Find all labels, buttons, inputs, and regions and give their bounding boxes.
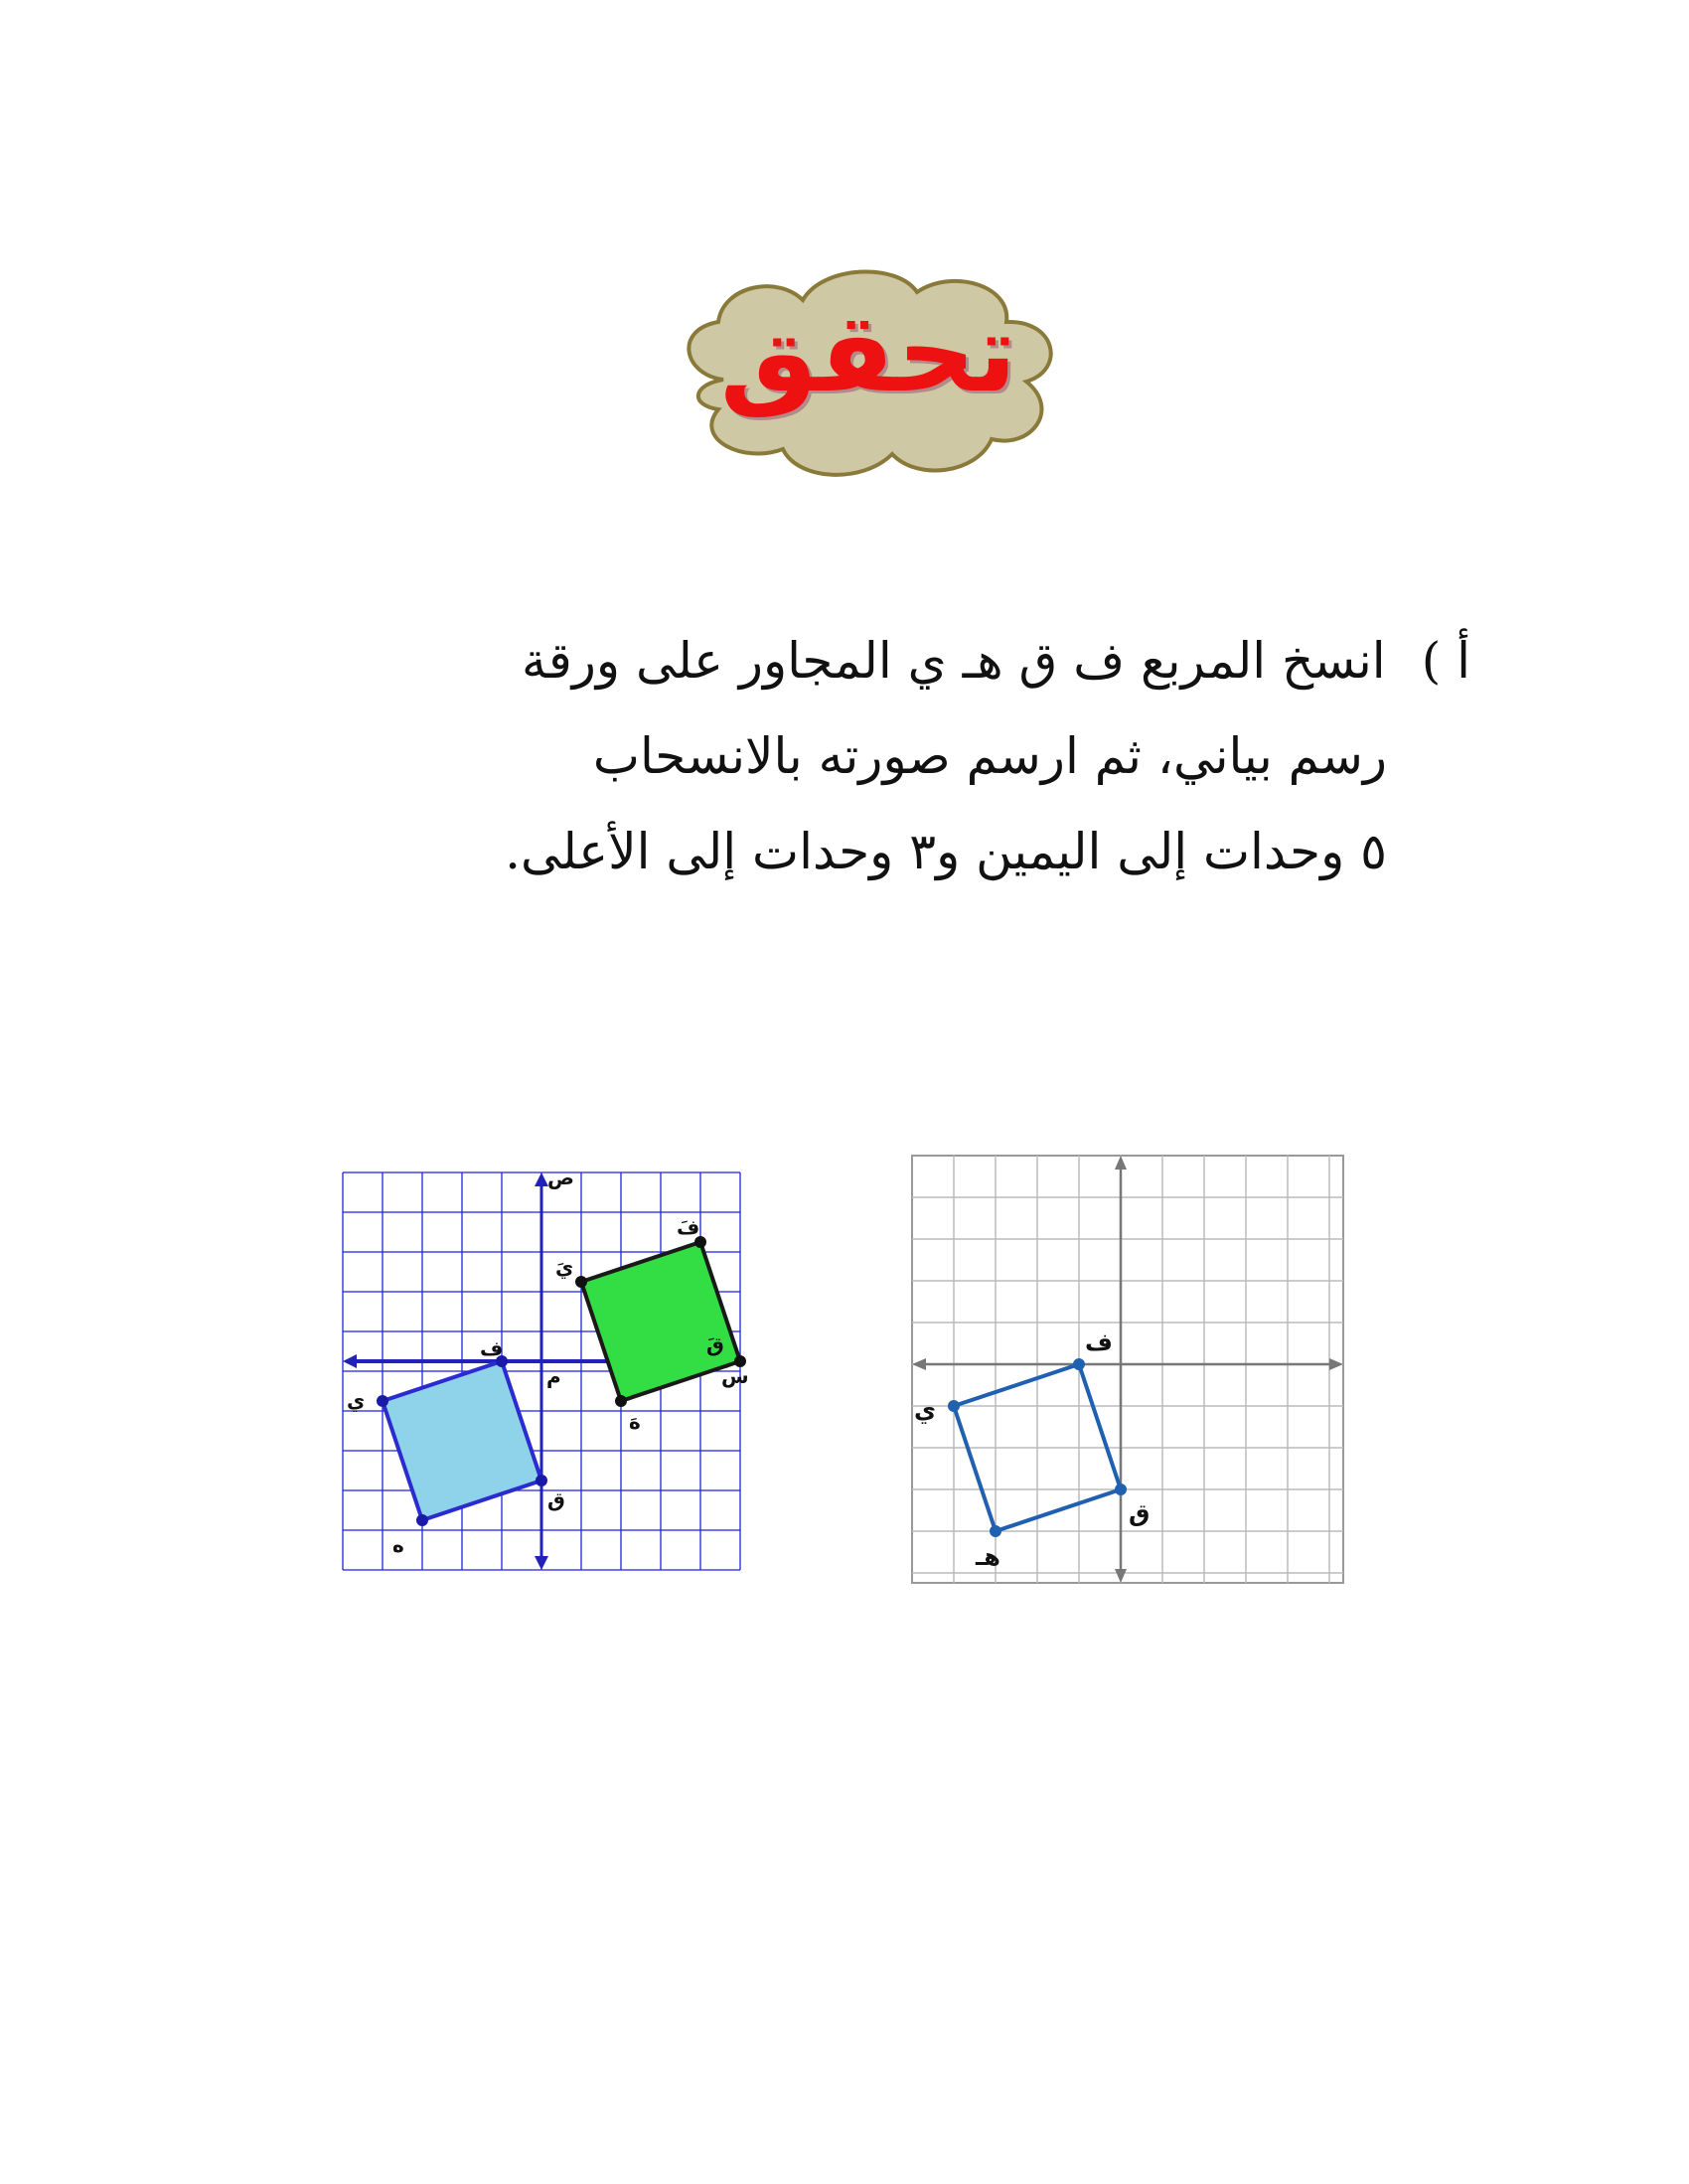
given-vertex-Q: [1115, 1483, 1127, 1495]
banner-title: تحقق: [719, 289, 1017, 416]
given-y-arrow-up: [1115, 1156, 1127, 1170]
label-Y: ي: [347, 1388, 366, 1412]
problem-line-3: ٥ وحدات إلى اليمين و٣ وحدات إلى الأعلى.: [505, 823, 1387, 880]
given-graph: [904, 1148, 1351, 1590]
given-label-Y: ي: [914, 1396, 936, 1424]
vertex-Y: [377, 1395, 388, 1407]
given-label-F: ف: [1085, 1328, 1113, 1356]
vertex-Y-prime: [575, 1276, 587, 1288]
given-vertex-H: [990, 1525, 1001, 1537]
original-square: [383, 1361, 541, 1520]
label-F-prime: فَ: [677, 1215, 700, 1239]
given-x-arrow-right: [1329, 1358, 1343, 1370]
vertex-H-prime: [615, 1395, 627, 1407]
given-x-arrow-left: [912, 1358, 926, 1370]
label-Q-prime: قَ: [706, 1332, 724, 1356]
label-x-axis: س: [721, 1364, 749, 1388]
given-vertex-Y: [948, 1400, 960, 1412]
given-grid: [912, 1156, 1343, 1583]
given-vertex-F: [1073, 1358, 1085, 1370]
problem-line-1: [497, 632, 1470, 731]
given-y-arrow-down: [1115, 1569, 1127, 1583]
label-F: ف: [480, 1336, 504, 1360]
problem-marker: أ ): [1421, 632, 1470, 690]
label-H-prime: هَ: [629, 1410, 641, 1434]
y-axis-arrow-up: [535, 1172, 548, 1186]
label-origin: م: [546, 1364, 561, 1388]
problem-text-1: انسخ المربع ف ق هـ ي المجاور على ورقة: [522, 632, 1386, 690]
given-label-H: هـ: [976, 1543, 1000, 1571]
problem-line-2: رسم بياني، ثم ارسم صورته بالانسحاب: [592, 727, 1387, 785]
vertex-H: [416, 1514, 428, 1526]
image-square: [581, 1242, 740, 1401]
given-label-Q: ق: [1129, 1499, 1151, 1527]
given-grid-border: [912, 1156, 1343, 1583]
label-H: ه: [392, 1533, 404, 1557]
y-axis-arrow-down: [535, 1556, 548, 1570]
label-Q: ق: [547, 1487, 565, 1511]
answer-graph: [333, 1163, 750, 1580]
label-Y-prime: يَ: [555, 1255, 574, 1279]
label-y-axis: ص: [547, 1166, 574, 1189]
vertex-Q: [536, 1475, 547, 1486]
x-axis-arrow-left: [343, 1354, 357, 1368]
problem-statement: [497, 632, 1470, 922]
